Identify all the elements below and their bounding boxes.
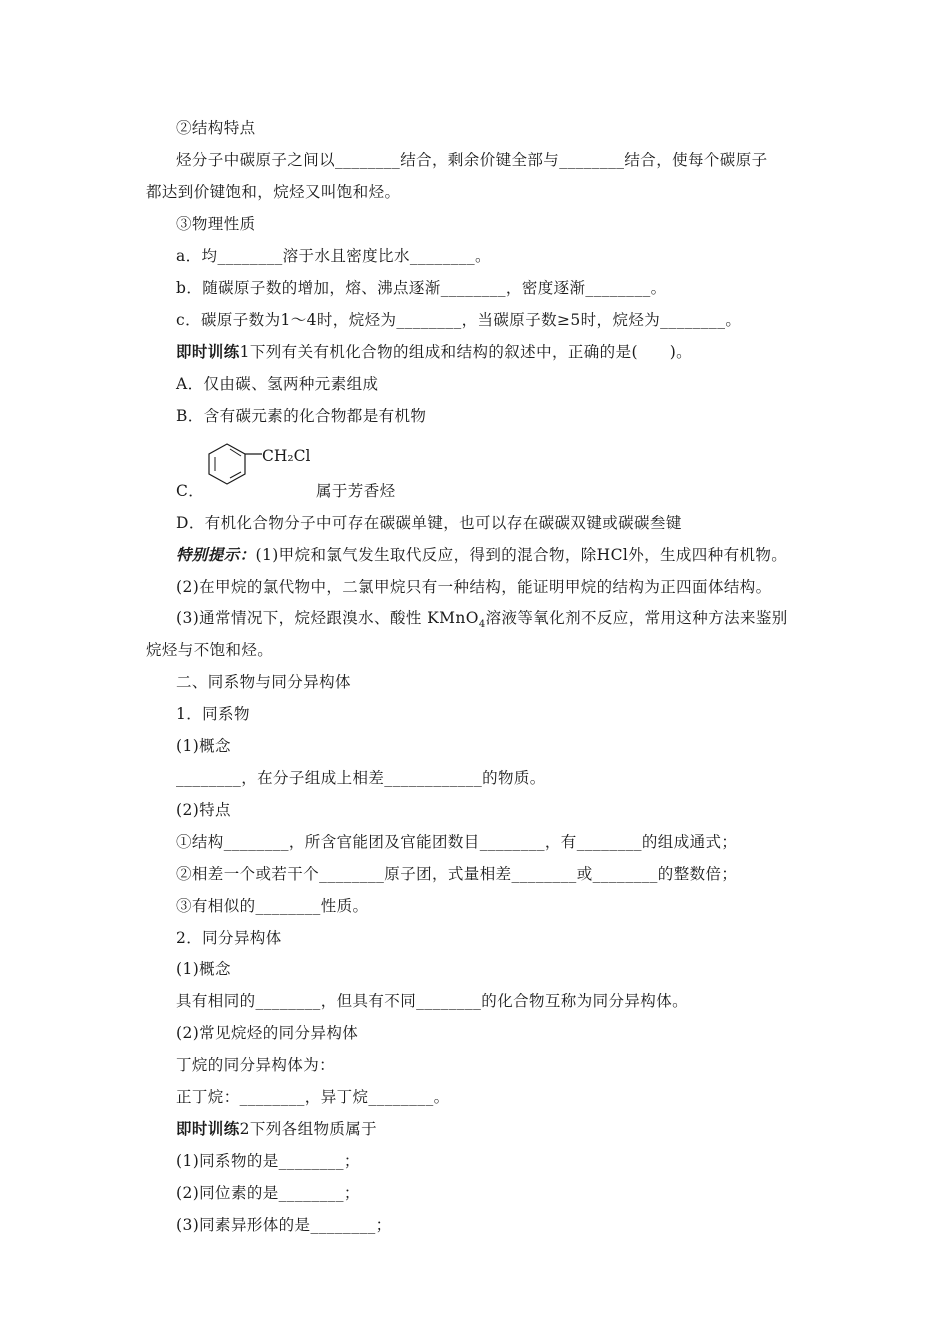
practice1-option-a: A．仅由碳、氢两种元素组成: [176, 375, 379, 393]
practice2-stem: 下列各组物质属于: [249, 1120, 378, 1138]
practice2-label: 即时训练: [176, 1119, 240, 1138]
isomer-concept-text: 具有相同的________，但具有不同________的化合物互称为同分异构体。: [176, 992, 689, 1010]
tip-line2: (2)在甲烷的氯代物中，二氯甲烷只有一种结构，能证明甲烷的结构为正四面体结构。: [176, 578, 772, 596]
homolog-feature-label: (2)特点: [176, 801, 231, 819]
physical-property-a: a．均________溶于水且密度比水________。: [176, 247, 491, 265]
section-heading-structure: ②结构特点: [176, 119, 256, 137]
practice1-option-b: B．含有碳元素的化合物都是有机物: [176, 407, 427, 425]
physical-property-c: c．碳原子数为1～4时，烷烃为________，当碳原子数≥5时，烷烃为________。: [176, 311, 742, 329]
practice1-number: 1: [239, 343, 250, 361]
isomer-alkane-label: (2)常见烷烃的同分异构体: [176, 1024, 359, 1042]
homolog-title: 1．同系物: [176, 705, 250, 723]
practice1-label: 即时训练: [176, 342, 240, 361]
practice1-stem: 下列有关有机化合物的组成和结构的叙述中，正确的是( )。: [249, 343, 693, 361]
homolog-feature-3: ③有相似的________性质。: [176, 897, 369, 915]
practice2-q1: (1)同系物的是________；: [176, 1152, 360, 1170]
isomer-butane-intro: 丁烷的同分异构体为：: [176, 1056, 336, 1074]
practice2-question: [176, 1119, 377, 1139]
section2-title: 二、同系物与同分异构体: [176, 673, 351, 691]
isomer-concept-label: (1)概念: [176, 960, 231, 978]
practice1-option-c-letter: C．: [176, 482, 205, 500]
tip-line3-pre: (3)通常情况下，烷烃跟溴水、酸性 KMnO: [176, 609, 479, 627]
practice2-number: 2: [239, 1120, 250, 1138]
tip-line3-subscript: 4: [478, 619, 486, 631]
structure-paragraph-line2: 都达到价键饱和，烷烃又叫饱和烃。: [146, 183, 401, 201]
tip-line1: [176, 545, 787, 565]
tip-label: 特别提示：: [176, 545, 256, 564]
practice1-option-c-text: 属于芳香烃: [316, 482, 396, 500]
benzyl-chloride-structure: [205, 436, 325, 496]
homolog-feature-1: ①结构________，所含官能团及官能团数目________，有________的组成通式；: [176, 833, 738, 851]
homolog-feature-2: ②相差一个或若干个________原子团，式量相差________或________的整数倍；: [176, 865, 738, 883]
tip-line1-text: (1)甲烷和氯气发生取代反应，得到的混合物，除HCl外，生成四种有机物。: [255, 546, 788, 564]
tip-line3-post: 溶液等氧化剂不反应，常用这种方法来鉴别: [485, 609, 788, 627]
structure-paragraph-line1: 烃分子中碳原子之间以________结合，剩余价键全部与________结合，使每个碳原子: [176, 151, 768, 169]
practice2-q3: (3)同素异形体的是________；: [176, 1216, 392, 1234]
homolog-concept-label: (1)概念: [176, 737, 231, 755]
section-heading-physical: ③物理性质: [176, 215, 256, 233]
practice1-question: [176, 342, 692, 362]
practice1-option-d: D．有机化合物分子中可存在碳碳单键，也可以存在碳碳双键或碳碳叁键: [176, 514, 682, 532]
isomer-butane-answer: 正丁烷：________，异丁烷________。: [176, 1088, 450, 1106]
tip-line3: [176, 608, 788, 631]
physical-property-b: b．随碳原子数的增加，熔、沸点逐渐________，密度逐渐________。: [176, 279, 667, 297]
practice2-q2: (2)同位素的是________；: [176, 1184, 360, 1202]
homolog-concept-text: ________，在分子组成上相差____________的物质。: [176, 769, 546, 787]
tip-line4: 烷烃与不饱和烃。: [146, 641, 274, 659]
structure-substituent-label: CH₂Cl: [262, 447, 311, 465]
isomer-title: 2．同分异构体: [176, 929, 282, 947]
